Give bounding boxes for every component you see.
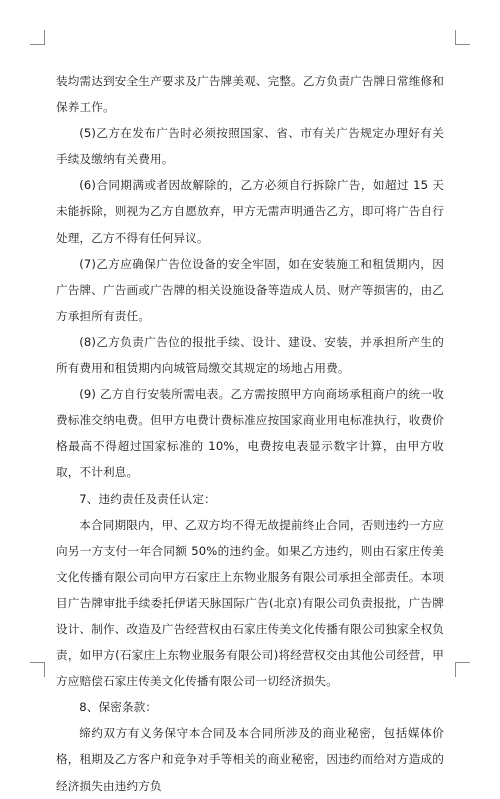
crop-mark-top-right: [455, 30, 470, 45]
crop-mark-bottom-right: [455, 662, 470, 677]
paragraph-item-6: (6)合同期满或者因故解除的，乙方必须自行拆除广告，如超过 15 天未能拆除，则视为乙方自愿放弃，甲方无需声明通告乙方，即可将广告自行处理，乙方不得有任何异议。: [56, 178, 444, 245]
paragraph-item-8: (8)乙方负责广告位的报批手续、设计、建设、安装，并承担所产生的所有费用和租赁期内向城管局缴交其规定的场地占用费。: [56, 334, 444, 376]
section-heading-confidentiality: 8、保密条款：: [79, 700, 158, 715]
paragraph-item-5: (5)乙方在发布广告时必须按照国家、省、市有关广告规定办理好有关手续及缴纳有关费用。: [56, 126, 444, 167]
paragraph-item-7: (7)乙方应确保广告位设备的安全牢固，如在安装施工和租赁期内，因广告牌、广告画或广告牌的相关设施设备等造成人员、财产等损害的，由乙方承担所有责任。: [56, 256, 444, 323]
crop-mark-top-left: [30, 30, 45, 45]
crop-mark-bottom-left: [30, 662, 45, 677]
section-heading-breach: 7、违约责任及责任认定：: [79, 491, 216, 506]
paragraph-confidentiality-terms: 缔约双方有义务保守本合同及本合同所涉及的商业秘密，包括媒体价格，租期及乙方客户和竞争对手等相关的商业秘密，因违约而给对方造成的经济损失由违约方负: [56, 726, 444, 793]
document-body: [56, 68, 444, 799]
paragraph-continuation: 装均需达到安全生产要求及广告牌美观、完整。乙方负责广告牌日常维修和保养工作。: [56, 74, 444, 115]
paragraph-item-9: (9) 乙方自行安装所需电表。乙方需按照甲方向商场承租商户的统一收费标准交纳电费。但甲方电费计费标准应按国家商业用电标准执行，收费价格最高不得超过国家标准的 10%，电费按电表显示数字计算，由甲方收取，不计利息。: [56, 387, 444, 480]
paragraph-breach-terms: 本合同期限内，甲、乙双方均不得无故提前终止合同，否则违约一方应向另一方支付一年合同额 50%的违约金。如果乙方违约，则由石家庄传美文化传播有限公司向甲方石家庄上东物业服务有限公司承担全部责任。本项目广告牌审批手续委托伊诺天脉国际广告(北京)有限公司负责报批，广告牌设计、制作、改造及广告经营权由石家庄传美文化传播有限公司独家全权负责，如甲方(石家庄上东物业服务有限公司)将经营权交由其他公司经营，甲方应赔偿石家庄传美文化传播有限公司一切经济损失。: [56, 517, 444, 689]
